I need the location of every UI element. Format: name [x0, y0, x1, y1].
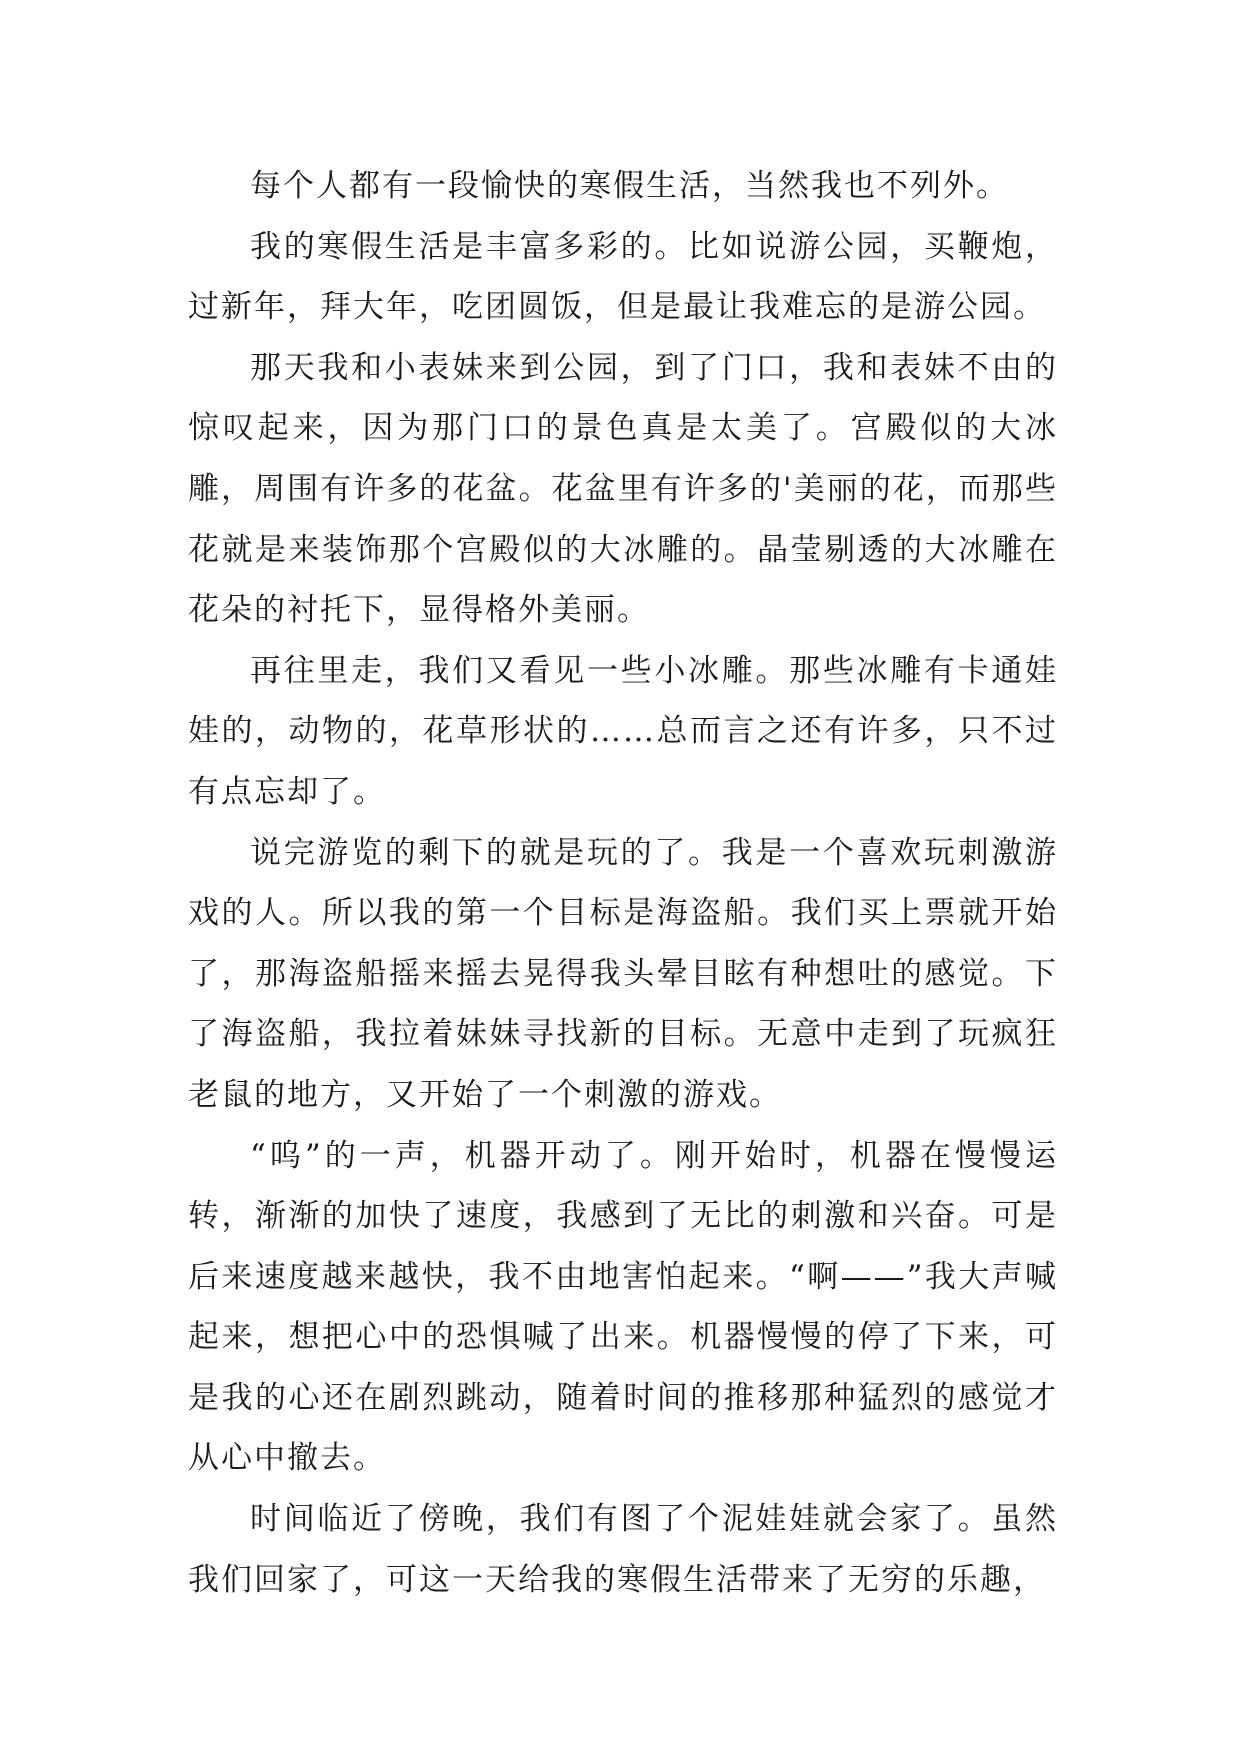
paragraph-4: 再往里走，我们又看见一些小冰雕。那些冰雕有卡通娃娃的，动物的，花草形状的……总而言之还有许多，只不过有点忘却了。 [188, 652, 1058, 810]
paragraph-1: 每个人都有一段愉快的寒假生活，当然我也不列外。 [250, 168, 1009, 204]
paragraph-3: 那天我和小表妹来到公园，到了门口，我和表妹不由的惊叹起来，因为那门口的景色真是太美了。宫殿似的大冰雕，周围有许多的花盆。花盆里有许多的'美丽的花，而那些花就是来装饰那个宫殿似的大冰雕的。晶莹剔透的大冰雕在花朵的衬托下，显得格外美丽。 [188, 349, 1058, 629]
paragraph-2: 我的寒假生活是丰富多彩的。比如说游公园，买鞭炮，过新年，拜大年，吃团圆饭，但是最让我难忘的是游公园。 [188, 228, 1058, 326]
paragraph-7: 时间临近了傍晚，我们有图了个泥娃娃就会家了。虽然我们回家了，可这一天给我的寒假生活带来了无穷的乐趣， [188, 1501, 1058, 1598]
paragraph-5: 说完游览的剩下的就是玩的了。我是一个喜欢玩刺激游戏的人。所以我的第一个目标是海盗船。我们买上票就开始了，那海盗船摇来摇去晃得我头晕目眩有种想吐的感觉。下了海盗船，我拉着妹妹寻找新的目标。无意中走到了玩疯狂老鼠的地方，又开始了一个刺激的游戏。 [188, 834, 1058, 1113]
paragraph-6: “呜”的一声，机器开动了。刚开始时，机器在慢慢运转，渐渐的加快了速度，我感到了无比的刺激和兴奋。可是后来速度越来越快，我不由地害怕起来。“啊——”我大声喊起来，想把心中的恐惧喊了出来。机器慢慢的停了下来，可是我的心还在剧烈跳动，随着时间的推移那种猛烈的感觉才从心中撤去。 [188, 1137, 1058, 1477]
essay-body [188, 156, 1058, 1610]
